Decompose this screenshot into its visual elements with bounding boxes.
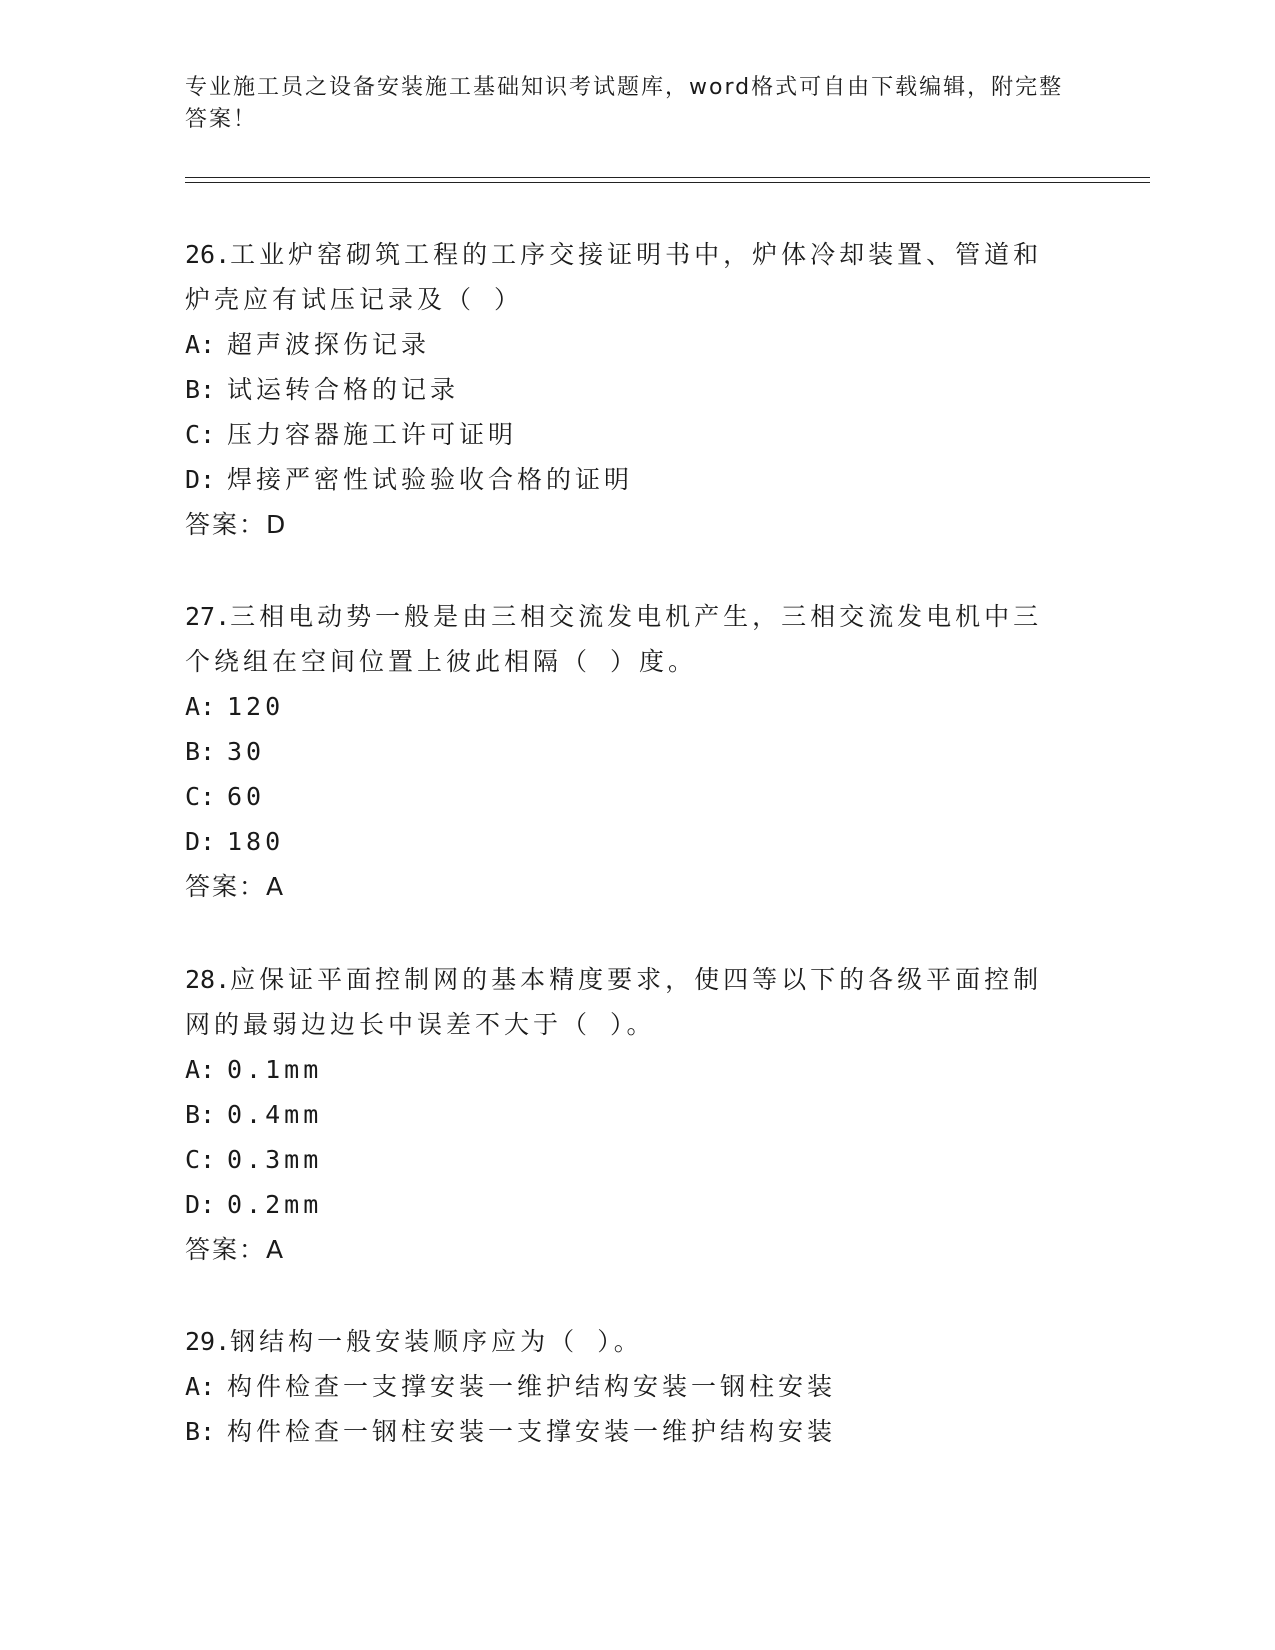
answer-line: 答案：A: [185, 1235, 286, 1264]
answer-line: 答案：D: [185, 510, 288, 539]
option-d: [185, 457, 1065, 502]
option-key: A:: [185, 1055, 216, 1084]
option-b: [185, 1409, 1065, 1454]
option-c: [185, 1137, 1065, 1182]
option-key: B:: [185, 1100, 216, 1129]
question-28: [185, 957, 1065, 1272]
question-text: 工业炉窑砌筑工程的工序交接证明书中，炉体冷却装置、管道和炉壳应有试压记录及（ ）: [185, 240, 1043, 314]
option-text: 180: [227, 827, 285, 856]
option-key: A:: [185, 330, 216, 359]
option-key: C:: [185, 420, 216, 449]
option-b: [185, 729, 1065, 774]
option-text: 焊接严密性试验验收合格的证明: [227, 465, 634, 494]
question-29: [185, 1319, 1065, 1454]
header-divider-bottom: [185, 182, 1150, 183]
option-text: 压力容器施工许可证明: [227, 420, 518, 449]
option-c: [185, 412, 1065, 457]
option-a: [185, 1047, 1065, 1092]
question-number: 27.: [185, 602, 231, 631]
option-text: 试运转合格的记录: [227, 375, 460, 404]
option-key: D:: [185, 827, 216, 856]
document-header: 专业施工员之设备安装施工基础知识考试题库，word格式可自由下载编辑，附完整答案！: [185, 75, 1064, 132]
question-stem: [185, 232, 1065, 322]
option-key: A:: [185, 692, 216, 721]
question-number: 26.: [185, 240, 231, 269]
option-d: [185, 819, 1065, 864]
option-a: [185, 322, 1065, 367]
option-d: [185, 1182, 1065, 1227]
option-key: B:: [185, 1417, 216, 1446]
question-text: 钢结构一般安装顺序应为（ ）。: [230, 1327, 643, 1356]
question-text: 应保证平面控制网的基本精度要求，使四等以下的各级平面控制网的最弱边边长中误差不大于（ ）。: [185, 965, 1043, 1039]
option-text: 超声波探伤记录: [227, 330, 431, 359]
option-text: 构件检查一支撑安装一维护结构安装一钢柱安装: [227, 1372, 837, 1401]
option-text: 60: [227, 782, 266, 811]
header-divider-top: [185, 177, 1150, 178]
option-text: 30: [227, 737, 266, 766]
option-key: C:: [185, 782, 216, 811]
option-text: 120: [227, 692, 285, 721]
option-key: B:: [185, 375, 216, 404]
question-stem: [185, 957, 1065, 1047]
option-c: [185, 774, 1065, 819]
answer-line: 答案：A: [185, 872, 286, 901]
option-key: C:: [185, 1145, 216, 1174]
question-stem: [185, 1319, 1065, 1364]
question-number: 28.: [185, 965, 231, 994]
option-a: [185, 684, 1065, 729]
option-text: 0.3mm: [227, 1145, 323, 1174]
option-text: 0.2mm: [227, 1190, 323, 1219]
question-27: [185, 594, 1065, 909]
option-text: 0.4mm: [227, 1100, 323, 1129]
question-26: [185, 232, 1065, 547]
option-b: [185, 1092, 1065, 1137]
question-number: 29.: [185, 1327, 231, 1356]
question-stem: [185, 594, 1065, 684]
option-key: A:: [185, 1372, 216, 1401]
option-text: 构件检查一钢柱安装一支撑安装一维护结构安装: [227, 1417, 837, 1446]
option-key: B:: [185, 737, 216, 766]
option-key: D:: [185, 1190, 216, 1219]
option-b: [185, 367, 1065, 412]
question-text: 三相电动势一般是由三相交流发电机产生，三相交流发电机中三个绕组在空间位置上彼此相隔（ ）度。: [185, 602, 1043, 676]
option-key: D:: [185, 465, 216, 494]
option-a: [185, 1364, 1065, 1409]
option-text: 0.1mm: [227, 1055, 323, 1084]
